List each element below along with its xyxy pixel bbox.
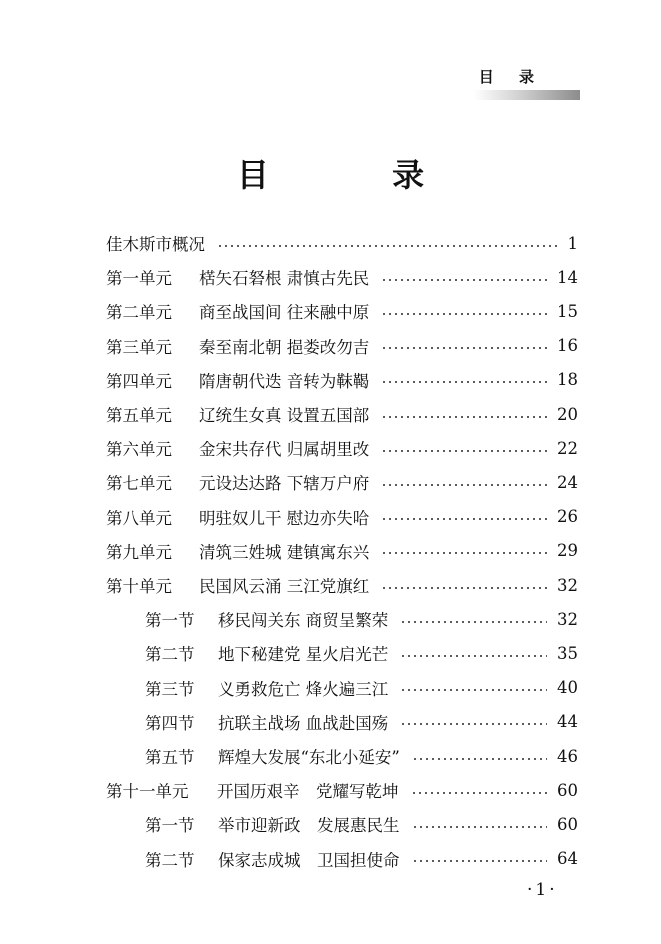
toc-entry-title: 地下秘建党 星火启光芒 <box>218 645 389 665</box>
dot-leader <box>381 381 547 383</box>
toc-entry[interactable] <box>106 568 578 602</box>
toc-page-number: 64 <box>557 849 578 869</box>
toc-page-number: 20 <box>557 404 578 424</box>
toc-page-number: 44 <box>557 712 578 732</box>
toc-unit-label: 第一节 <box>145 611 195 631</box>
toc-unit-label: 第七单元 <box>106 474 172 494</box>
toc-unit-label: 第二节 <box>145 645 195 665</box>
toc-entry-title: 清筑三姓城 建镇寓东兴 <box>199 542 370 562</box>
toc-entry-title: 金宋共存代 归属胡里改 <box>199 440 370 460</box>
dot-leader <box>217 245 558 247</box>
toc-entry[interactable] <box>106 534 578 568</box>
toc-entry-title: 辉煌大发展“东北小延安” <box>218 748 400 767</box>
toc-unit-label: 第三节 <box>145 679 195 699</box>
toc-entry-title: 举市迎新政 发展惠民生 <box>218 816 400 836</box>
toc-entry[interactable] <box>145 636 578 670</box>
toc-entry[interactable] <box>145 671 578 705</box>
toc-entry-title: 商至战国间 往来融中原 <box>199 303 370 323</box>
toc-entry-title: 移民闯关东 商贸呈繁荣 <box>218 611 389 631</box>
toc-entry-title: 抗联主战场 血战赴国殇 <box>218 713 389 733</box>
toc-page-number: 14 <box>557 267 578 287</box>
toc-unit-label: 第四单元 <box>106 371 172 391</box>
toc-entry[interactable] <box>145 602 578 636</box>
page-title: 目 录 <box>236 156 481 194</box>
toc-page-number: 26 <box>557 507 578 527</box>
toc-entry[interactable] <box>106 431 578 465</box>
toc-unit-label: 第五节 <box>145 748 195 767</box>
header-gradient-bar <box>474 90 580 100</box>
toc-page-number: 16 <box>557 336 578 356</box>
toc-unit-label: 第一节 <box>145 816 195 836</box>
dot-leader <box>411 792 548 794</box>
toc-unit-label: 第四节 <box>145 713 195 733</box>
dot-leader <box>381 416 547 418</box>
toc-entry-title: 民国风云涌 三江党旗红 <box>199 577 370 596</box>
toc-entry[interactable] <box>106 773 578 807</box>
toc-entry-title: 佳木斯市概况 <box>106 235 205 254</box>
toc-entry-title: 明驻奴儿干 慰边亦失哈 <box>199 508 370 528</box>
toc-entry[interactable] <box>106 226 578 260</box>
dot-leader <box>381 518 547 520</box>
dot-leader <box>381 347 547 349</box>
toc-unit-label: 第二单元 <box>106 303 172 323</box>
toc-unit-label: 第五单元 <box>106 406 172 425</box>
toc-unit-label: 第十单元 <box>106 577 172 596</box>
dot-leader <box>412 860 548 862</box>
toc-entry[interactable] <box>106 329 578 363</box>
toc-entry-title: 秦至南北朝 挹娄改勿吉 <box>199 337 370 357</box>
toc-unit-label: 第十一单元 <box>106 782 189 802</box>
toc-unit-label: 第二节 <box>145 850 195 870</box>
toc-entry-title: 隋唐朝代迭 音转为靺鞨 <box>199 371 370 391</box>
toc-page-number: 32 <box>557 575 578 595</box>
toc-entry-title: 开国历艰辛 党耀写乾坤 <box>217 782 399 802</box>
toc-entry-title: 义勇救危亡 烽火遍三江 <box>218 679 389 699</box>
dot-leader <box>400 655 547 657</box>
toc-page-number: 18 <box>557 370 578 390</box>
toc-entry[interactable] <box>145 842 578 876</box>
toc-entry[interactable] <box>106 465 578 499</box>
dot-leader <box>381 587 547 589</box>
toc-page-number: 40 <box>557 678 578 698</box>
toc-unit-label: 第一单元 <box>106 269 172 289</box>
toc-page-number: 60 <box>557 814 578 834</box>
toc-page-number: 24 <box>557 472 578 492</box>
dot-leader <box>381 279 547 281</box>
toc-unit-label: 第三单元 <box>106 337 172 357</box>
toc-page-number: 1 <box>567 233 578 253</box>
toc-page-number: 60 <box>557 780 578 800</box>
dot-leader <box>412 758 547 760</box>
toc-page-number: 32 <box>557 609 578 629</box>
dot-leader <box>381 552 547 554</box>
toc-entry-title: 元设达达路 下辖万户府 <box>199 474 370 494</box>
dot-leader <box>400 689 547 691</box>
dot-leader <box>412 826 548 828</box>
toc-page-number: 29 <box>557 541 578 561</box>
dot-leader <box>381 484 547 486</box>
toc-entry-title: 楛矢石砮根 肃慎古先民 <box>199 269 370 289</box>
toc-unit-label: 第九单元 <box>106 542 172 562</box>
dot-leader <box>381 313 547 315</box>
toc-entry-title: 保家志成城 卫国担使命 <box>218 850 400 870</box>
toc-page-number: 15 <box>557 301 578 321</box>
toc-page-number: 35 <box>557 643 578 663</box>
dot-leader <box>400 621 547 623</box>
toc-entry[interactable] <box>106 363 578 397</box>
toc-entry[interactable] <box>106 294 578 328</box>
toc-unit-label: 第八单元 <box>106 508 172 528</box>
toc-unit-label: 第六单元 <box>106 440 172 460</box>
toc-page-number: 22 <box>557 438 578 458</box>
toc-entry-title: 辽统生女真 设置五国部 <box>199 406 370 425</box>
dot-leader <box>381 450 547 452</box>
toc-entry[interactable] <box>145 739 578 773</box>
running-header <box>470 66 580 102</box>
running-title: 目 录 <box>478 68 544 86</box>
toc-page-number: 46 <box>557 746 578 766</box>
toc-entry[interactable] <box>145 705 578 739</box>
toc-entry[interactable] <box>106 260 578 294</box>
page-number: ·1· <box>527 880 558 900</box>
toc-entry[interactable] <box>145 807 578 841</box>
toc-entry[interactable] <box>106 500 578 534</box>
dot-leader <box>400 723 547 725</box>
toc-entry[interactable] <box>106 397 578 431</box>
